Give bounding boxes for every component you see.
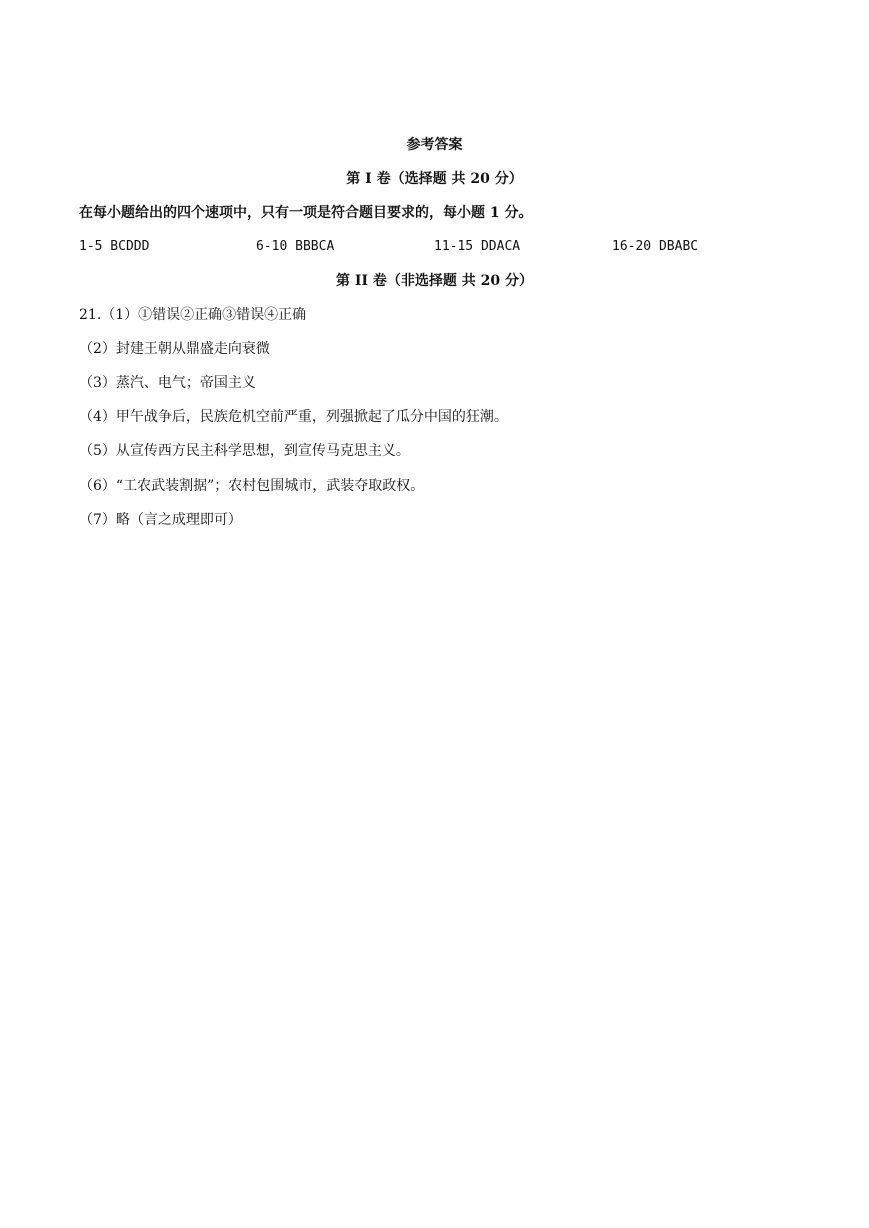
answer-group-6-10: 6-10 BBBCA [256, 239, 335, 254]
q21-line-2: （2）封建王朝从鼎盛走向衰微 [79, 341, 270, 357]
part1-instruction: 在每小题给出的四个速项中，只有一项是符合题目要求的，每小题 1 分。 [79, 205, 533, 221]
q21-line-1: 21.（1）①错误②正确③错误④正确 [79, 307, 307, 323]
answer-group-11-15: 11-15 DDACA [434, 239, 521, 254]
q21-line-6: （6）“工农武装割据”；农村包围城市，武装夺取政权。 [79, 478, 425, 494]
answer-group-16-20: 16-20 DBABC [612, 239, 699, 254]
q21-line-4: （4）甲午战争后，民族危机空前严重，列强掀起了瓜分中国的狂潮。 [79, 409, 508, 425]
answer-group-1-5: 1-5 BCDDD [79, 239, 150, 254]
part2-heading: 第 II 卷（非选择题 共 20 分） [336, 273, 533, 289]
q21-line-3: （3）蒸汽、电气；帝国主义 [79, 375, 256, 391]
part1-heading: 第 I 卷（选择题 共 20 分） [346, 171, 523, 187]
page-title: 参考答案 [406, 137, 463, 153]
q21-line-5: （5）从宣传西方民主科学思想，到宣传马克思主义。 [79, 443, 410, 459]
q21-line-7: （7）略（言之成理即可） [79, 512, 242, 528]
